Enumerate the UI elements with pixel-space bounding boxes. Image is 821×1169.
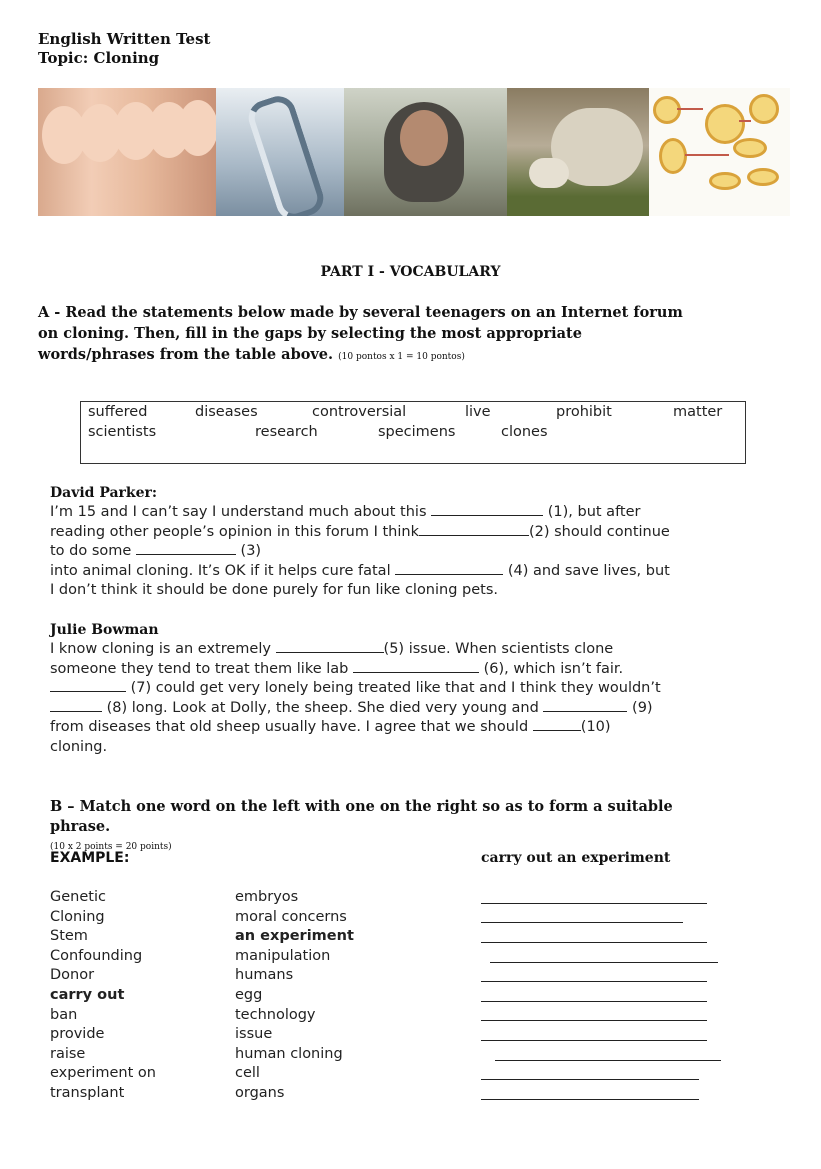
right-word: egg [235, 986, 263, 1003]
instruction-line: A - Read the statements below made by several teenagers on an Internet forum [38, 304, 683, 321]
test-title: English Written Test [38, 30, 211, 48]
word-bank-item: controversial [312, 404, 407, 420]
left-word: Donor [50, 967, 95, 984]
sheep-and-lamb-photo [507, 88, 649, 216]
left-word: Confounding [50, 947, 143, 964]
test-topic: Topic: Cloning [38, 49, 160, 67]
right-word: organs [235, 1084, 285, 1101]
left-word: Cloning [50, 908, 105, 925]
left-word: raise [50, 1045, 86, 1062]
part-heading: PART I - VOCABULARY [320, 264, 501, 280]
points-note: (10 x 2 points = 20 points) [50, 842, 172, 852]
right-word: moral concerns [235, 908, 347, 925]
left-word: carry out [50, 986, 125, 1003]
answer-line[interactable] [481, 1079, 699, 1080]
dna-helix-photo [216, 88, 344, 216]
section-b-instructions [50, 797, 750, 857]
speaker-name: David Parker: [50, 485, 158, 501]
right-word: cell [235, 1065, 260, 1082]
answer-line[interactable] [481, 1040, 707, 1041]
gap-blank[interactable] [431, 503, 543, 516]
gap-blank[interactable] [136, 542, 236, 555]
babies-photo [38, 88, 216, 216]
right-word: embryos [235, 889, 299, 905]
photo-strip [38, 88, 790, 216]
answer-line[interactable] [481, 1099, 699, 1100]
right-word: issue [235, 1026, 273, 1043]
answer-line[interactable] [495, 1060, 721, 1061]
cloning-process-diagram [649, 88, 790, 216]
answer-line[interactable] [481, 1001, 707, 1002]
instruction-line: B – Match one word on the left with one on the right so as to form a suitable [50, 798, 673, 815]
right-word: human cloning [235, 1045, 343, 1062]
right-word: an experiment [235, 928, 354, 945]
answer-line[interactable] [481, 922, 683, 923]
word-bank-item: diseases [195, 404, 258, 420]
word-bank-item: matter [673, 404, 723, 420]
speaker-name: Julie Bowman [50, 622, 159, 638]
right-word: technology [235, 1006, 316, 1023]
gap-blank[interactable] [353, 660, 479, 673]
answer-line[interactable] [481, 981, 707, 982]
word-bank-item: suffered [88, 404, 148, 420]
answer-line[interactable] [481, 1020, 707, 1021]
example-label: EXAMPLE: [50, 850, 130, 866]
gap-blank[interactable] [533, 718, 581, 731]
instruction-line: words/phrases from the table above. [38, 346, 334, 363]
left-word: Stem [50, 928, 88, 945]
left-word: experiment on [50, 1065, 156, 1082]
left-word: provide [50, 1026, 105, 1043]
left-word: ban [50, 1006, 78, 1023]
word-bank-item: prohibit [556, 404, 612, 420]
right-word: manipulation [235, 947, 331, 964]
left-word: Genetic [50, 889, 106, 905]
instruction-line: phrase. [50, 818, 111, 835]
test-header [38, 30, 210, 68]
left-word: transplant [50, 1084, 125, 1101]
speaker-statement: I know cloning is an extremely (5) issue. When scientists clone someone they tend to treat them like lab (6), which isn’t fair. (7) could get very lonely being treated like that and I think they wouldn’t (8) long. Look at Dolly, the sheep. She died very young and (9) from diseases that old sheep usually have. I agree that we should (10) cloning. [50, 641, 661, 755]
right-word: humans [235, 967, 294, 984]
left-word-column [50, 888, 156, 1104]
answer-line[interactable] [481, 903, 707, 904]
word-bank-item: clones [501, 424, 548, 440]
gap-blank[interactable] [50, 679, 126, 692]
gap-blank[interactable] [395, 562, 503, 575]
gap-blank[interactable] [50, 699, 102, 712]
word-bank-item: research [255, 424, 318, 440]
right-word-column [235, 888, 354, 1104]
gap-blank[interactable] [276, 640, 384, 653]
answer-line[interactable] [490, 962, 718, 963]
answer-line[interactable] [481, 942, 707, 943]
speaker-statement: I’m 15 and I can’t say I understand much about this (1), but after reading other people’s opinion in this forum I think (2) should continue to do some (3) into animal cloning. It’s OK if it helps cure fatal (4) and save lives, but I don’t think it should be done purely for fun like cloning pets. [50, 504, 670, 599]
word-bank [80, 401, 746, 464]
section-a-instructions [38, 302, 738, 368]
word-bank-item: live [465, 404, 491, 420]
gap-blank[interactable] [543, 699, 627, 712]
points-note: (10 pontos x 1 = 10 pontos) [338, 352, 465, 362]
dog-with-human-face-photo [344, 88, 507, 216]
gap-blank[interactable] [419, 523, 529, 536]
word-bank-item: scientists [88, 424, 157, 440]
example-answer: carry out an experiment [481, 850, 671, 866]
word-bank-item: specimens [378, 424, 456, 440]
instruction-line: on cloning. Then, fill in the gaps by selecting the most appropriate [38, 325, 582, 342]
